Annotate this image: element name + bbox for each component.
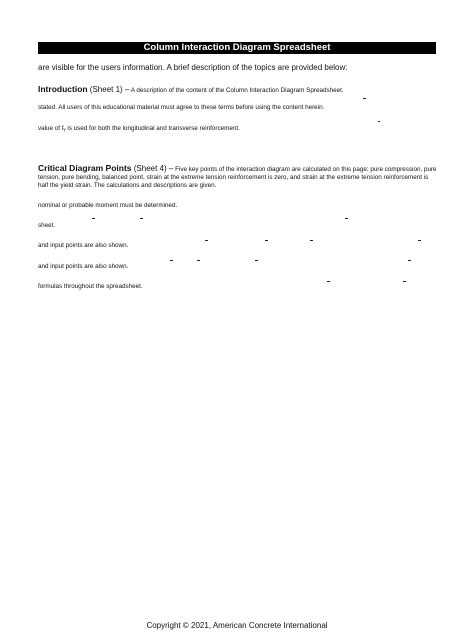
intro-text: are visible for the users information. A brief description of the topics are provided below: [38, 63, 348, 72]
stray-mark [197, 260, 200, 261]
stray-mark [140, 218, 143, 219]
terms-line: stated. All users of this educational material must agree to these terms before using the content herein. [38, 104, 325, 111]
stray-mark [418, 240, 421, 241]
input-points-line-1: and input points are also shown. [38, 242, 129, 249]
sheet-line: sheet. [38, 222, 56, 229]
stray-mark [345, 218, 348, 219]
introduction-heading: Introduction [38, 84, 88, 94]
stray-mark [363, 98, 366, 99]
stray-mark [403, 281, 406, 282]
copyright-footer: Copyright © 2021, American Concrete International [146, 621, 328, 630]
stray-mark [205, 240, 208, 241]
critical-sheet: (Sheet 4) – [131, 164, 174, 173]
stray-mark [92, 218, 95, 219]
introduction-sheet: (Sheet 1) – [87, 85, 130, 94]
nominal-line: nominal or probable moment must be determined. [38, 202, 178, 209]
input-points-line-2: and input points are also shown. [38, 263, 129, 270]
formulas-line: formulas throughout the spreadsheet. [38, 283, 143, 290]
stray-mark [255, 260, 258, 261]
stray-mark [408, 260, 411, 261]
introduction-section [38, 84, 344, 94]
introduction-description: A description of the content of the Column Interaction Diagram Spreadsheet. [129, 87, 344, 94]
stray-mark [170, 260, 173, 261]
critical-heading: Critical Diagram Points [38, 163, 132, 173]
stray-mark [378, 121, 380, 122]
stray-mark [265, 240, 268, 241]
critical-description: Five key points of the interaction diagram are calculated on this page: pure compression, pure tension, pure bending, balanced point, strain at the extreme tension reinforcement is zero, and strain at the extreme tension reinforcement is half the yield strain. The calculations and descriptions are given. [38, 166, 437, 189]
fy-line: value of fᵧ is used for both the longitudinal and transverse reinforcement. [38, 125, 240, 132]
stray-mark [327, 281, 330, 282]
stray-mark [310, 240, 313, 241]
document-title: Column Interaction Diagram Spreadsheet [38, 42, 436, 54]
critical-points-section [38, 164, 438, 190]
